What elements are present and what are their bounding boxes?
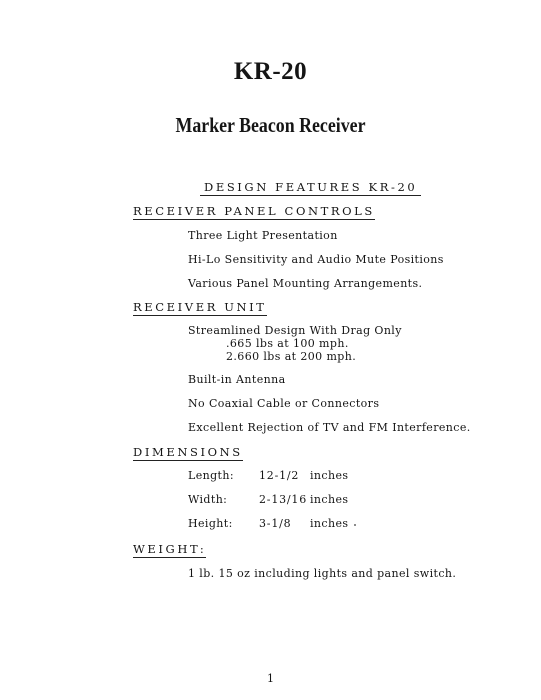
panel-controls-item: Various Panel Mounting Arrangements.	[188, 277, 423, 290]
dimension-value: 12-1/2	[259, 469, 300, 482]
receiver-unit-item: Excellent Rejection of TV and FM Interference.	[188, 421, 471, 434]
dimension-unit: inches	[310, 517, 349, 530]
receiver-unit-heading: RECEIVER UNIT	[133, 300, 267, 314]
receiver-unit-item: No Coaxial Cable or Connectors	[188, 397, 380, 410]
weight-text: 1 lb. 15 oz including lights and panel switch.	[188, 567, 457, 580]
panel-controls-item: Three Light Presentation	[188, 229, 338, 242]
drag-line: 2.660 lbs at 200 mph.	[226, 350, 357, 363]
scan-speck	[354, 524, 356, 526]
dimension-value: 3-1/8	[259, 517, 292, 530]
dimension-unit: inches	[310, 493, 349, 506]
panel-controls-heading: RECEIVER PANEL CONTROLS	[133, 204, 375, 218]
receiver-unit-item: Built-in Antenna	[188, 373, 286, 386]
document-title: KR-20	[233, 58, 308, 85]
dimensions-heading: DIMENSIONS	[133, 445, 243, 459]
dimension-label: Width:	[188, 493, 228, 506]
drag-title: Streamlined Design With Drag Only	[188, 324, 402, 337]
dimension-label: Height:	[188, 517, 233, 530]
dimension-unit: inches	[310, 469, 349, 482]
design-features-heading: DESIGN FEATURES KR-20	[200, 180, 421, 196]
dimension-label: Length:	[188, 469, 234, 482]
weight-heading: WEIGHT:	[133, 542, 207, 556]
page-number: 1	[267, 672, 274, 685]
panel-controls-item: Hi-Lo Sensitivity and Audio Mute Positions	[188, 253, 444, 266]
document-subtitle: Marker Beacon Receiver	[175, 113, 366, 137]
drag-line: .665 lbs at 100 mph.	[226, 337, 349, 350]
dimension-value: 2-13/16	[259, 493, 308, 506]
